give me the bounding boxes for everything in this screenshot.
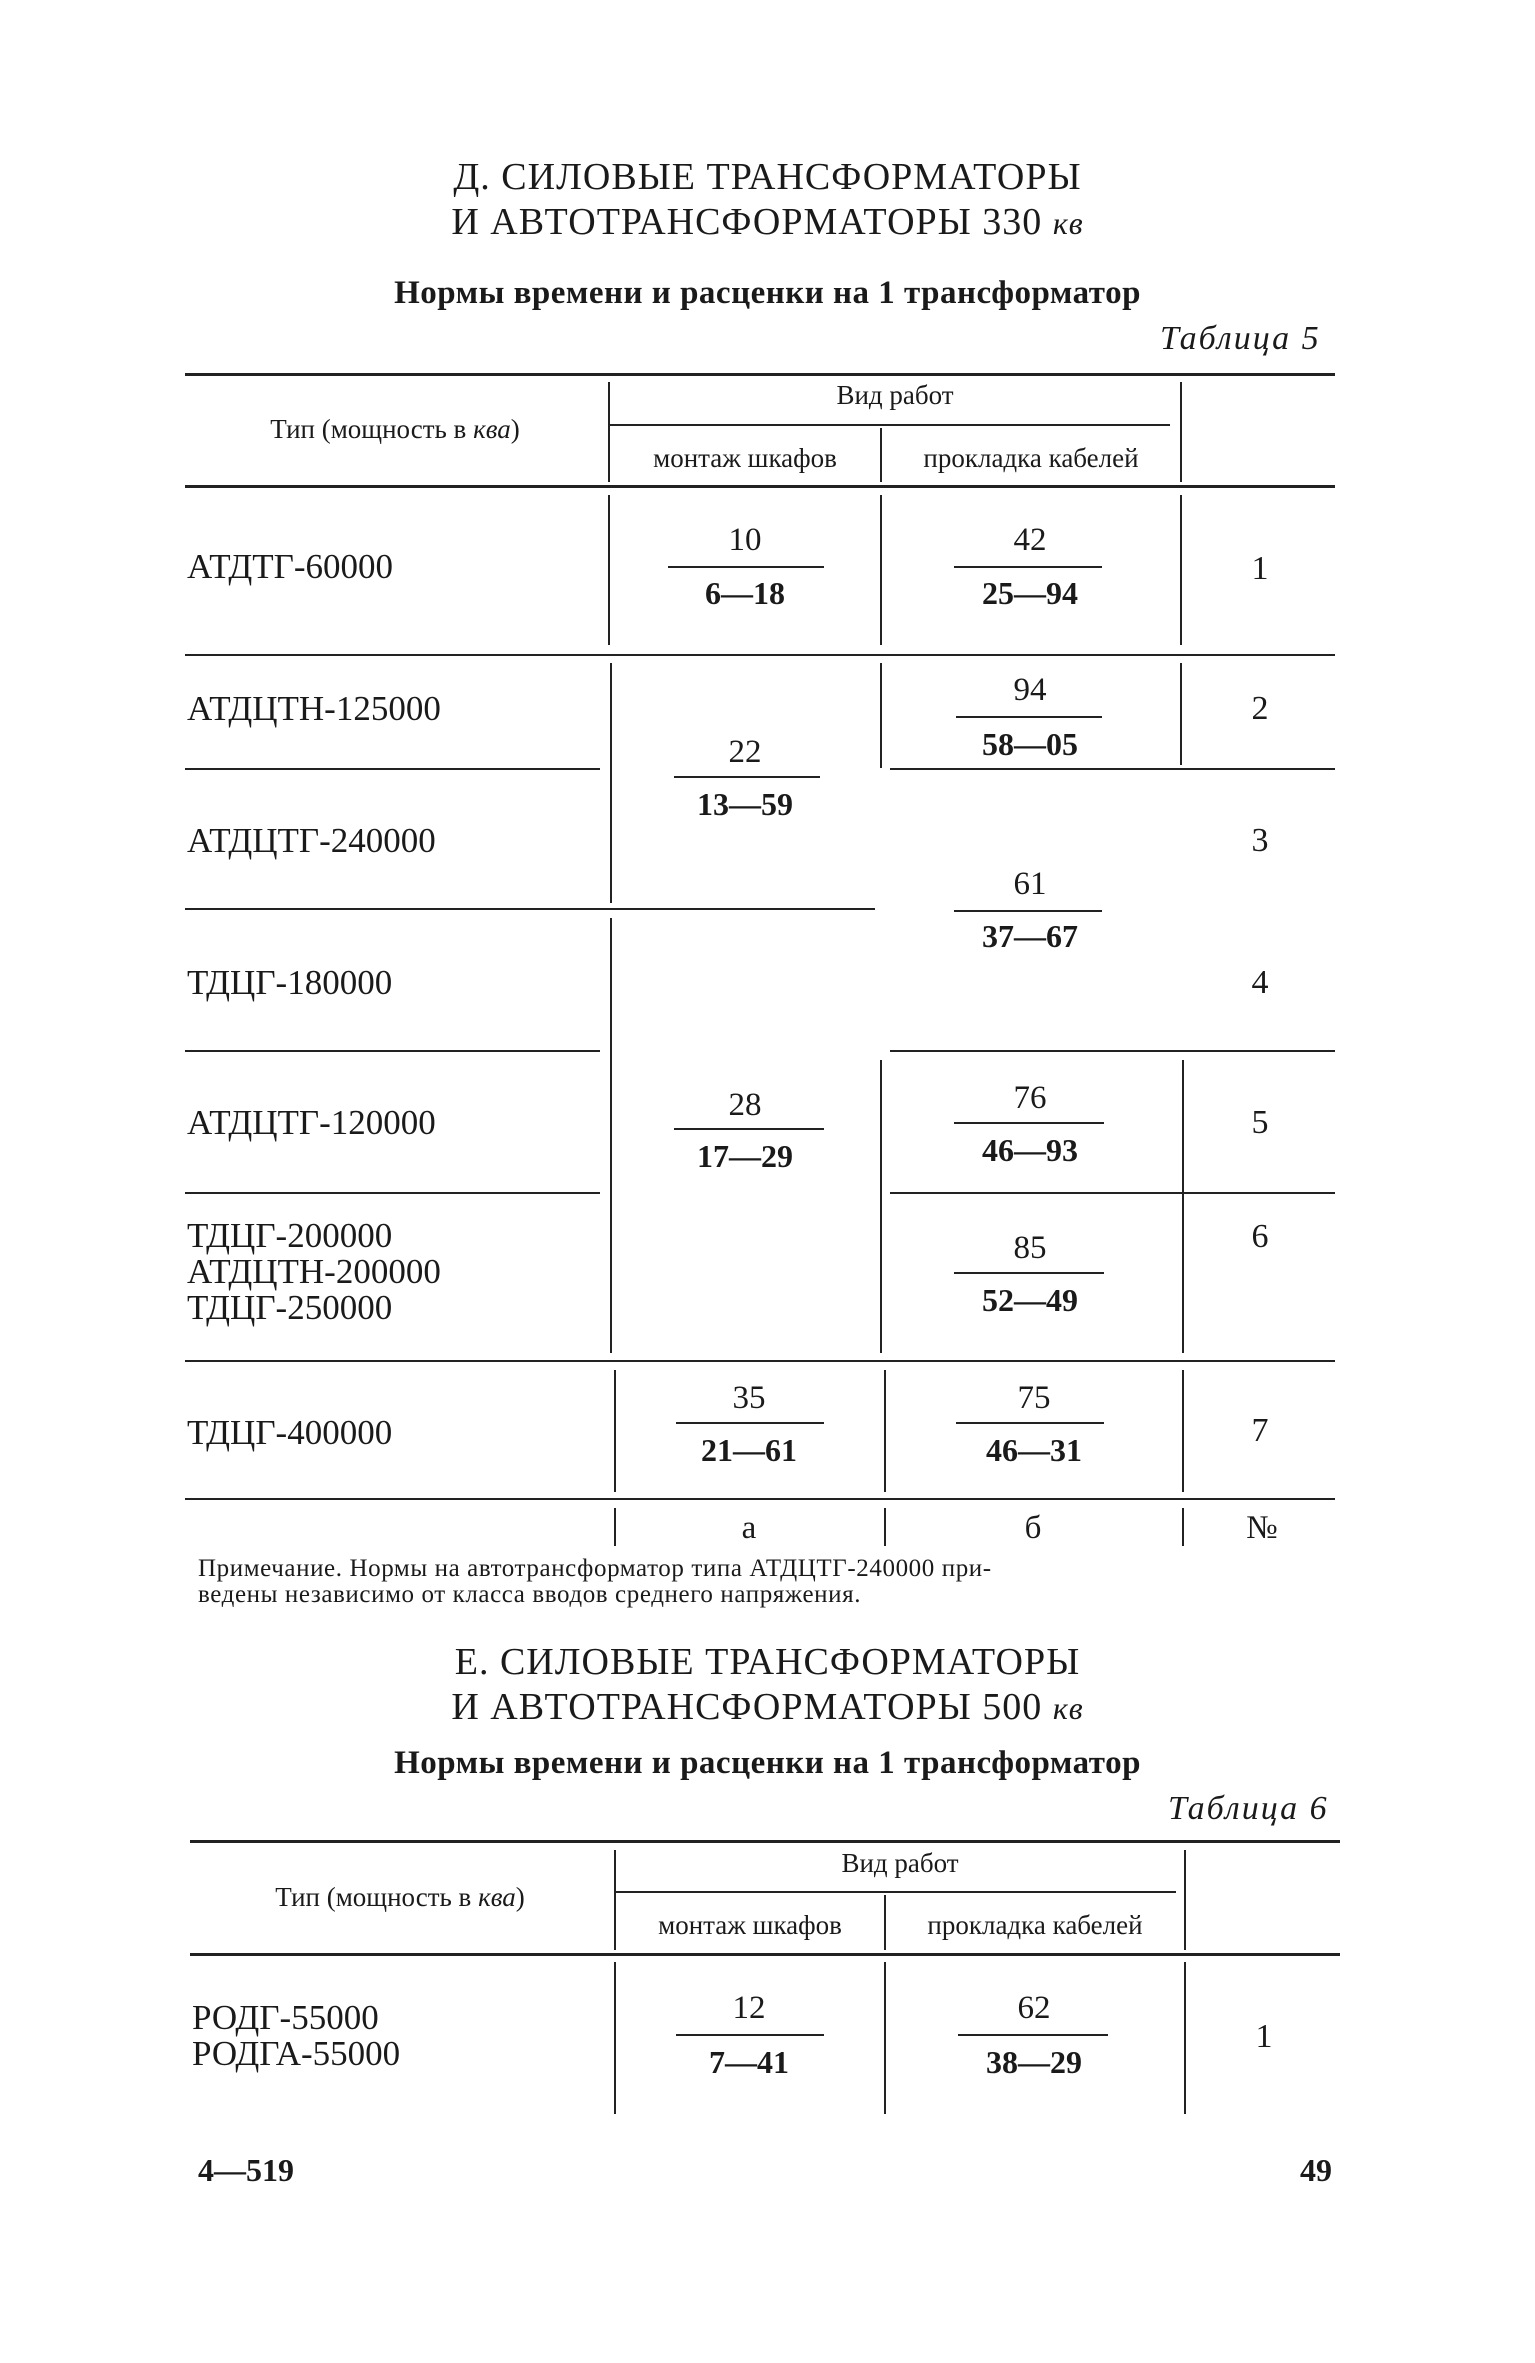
row-name-multiline: ТДЦГ-200000 АТДЦТН-200000 ТДЦГ-250000 <box>187 1216 441 1327</box>
row-name: АТДЦТГ-120000 <box>187 1103 436 1142</box>
header-cabinet-install: монтаж шкафов <box>658 1910 842 1940</box>
section-e-title-line1: Е. СИЛОВЫЕ ТРАНСФОРМАТОРЫ <box>454 1641 1081 1683</box>
page-number: 49 <box>1300 2152 1332 2188</box>
header-cable-laying: прокладка кабелей <box>927 1910 1143 1940</box>
section-e-title-line2: И АВТОТРАНСФОРМАТОРЫ 500 кв <box>451 1686 1084 1728</box>
row-name: АТДЦТГ-240000 <box>187 821 436 860</box>
section-d-title-line1: Д. СИЛОВЫЕ ТРАНСФОРМАТОРЫ <box>453 156 1082 198</box>
row-name: АТДТГ-60000 <box>187 547 394 586</box>
header-type: Тип (мощность в ква) <box>270 414 520 444</box>
row-number: 4 <box>1251 964 1269 1001</box>
header-cable-laying: прокладка кабелей <box>923 443 1139 473</box>
header-work-type: Вид работ <box>841 1848 959 1878</box>
row-number: 3 <box>1251 822 1269 859</box>
header-work-type: Вид работ <box>836 380 954 410</box>
header-cabinet-install: монтаж шкафов <box>653 443 837 473</box>
section-d-subtitle: Нормы времени и расценки на 1 трансформатор <box>394 275 1141 311</box>
row-name-multiline: РОДГ-55000 РОДГА-55000 <box>192 1998 401 2073</box>
row-number: 5 <box>1251 1104 1269 1141</box>
table-5-label: Таблица 5 <box>1160 320 1321 357</box>
header-type: Тип (мощность в ква) <box>275 1882 525 1912</box>
row-number: 1 <box>1255 2018 1273 2055</box>
row-name: ТДЦГ-400000 <box>187 1413 393 1452</box>
row-name: АТДЦТН-125000 <box>187 689 441 728</box>
row-number: 6 <box>1251 1218 1269 1255</box>
column-label-number: № <box>1246 1510 1278 1546</box>
row-number: 1 <box>1251 550 1269 587</box>
table-5-note: Примечание. Нормы на автотрансформатор типа АТДЦТГ-240000 при- ведены независимо от класса вводов среднего напряжения. <box>198 1555 992 1608</box>
row-number: 7 <box>1251 1412 1269 1449</box>
section-e-subtitle: Нормы времени и расценки на 1 трансформатор <box>394 1745 1141 1781</box>
footer-code: 4—519 <box>198 2152 294 2188</box>
column-label-b: б <box>1024 1510 1042 1546</box>
row-number: 2 <box>1251 690 1269 727</box>
column-label-a: а <box>741 1510 757 1546</box>
row-name: ТДЦГ-180000 <box>187 963 393 1002</box>
table-6-label: Таблица 6 <box>1168 1790 1329 1827</box>
section-d-title-line2: И АВТОТРАНСФОРМАТОРЫ 330 кв <box>451 201 1084 243</box>
